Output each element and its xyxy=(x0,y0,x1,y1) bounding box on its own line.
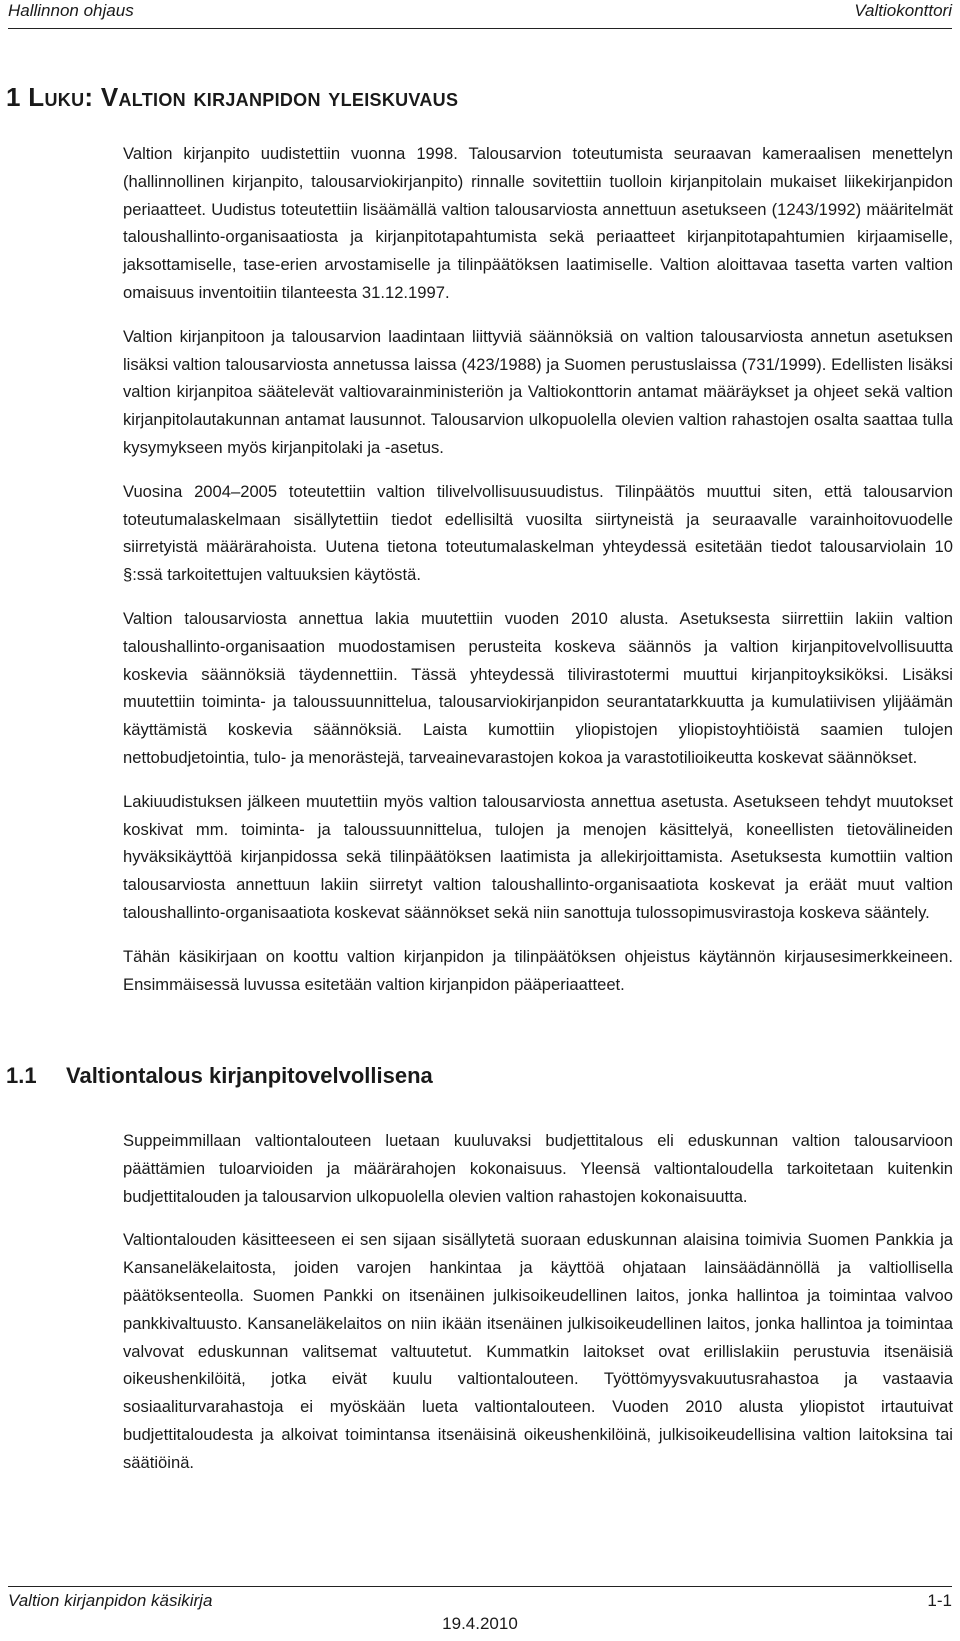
section-title: Valtiontalous kirjanpitovelvollisena xyxy=(66,1063,433,1088)
footer-date: 19.4.2010 xyxy=(442,1614,518,1633)
paragraph: Valtion kirjanpitoon ja talousarvion laadintaan liittyviä säännöksiä on valtion talousarviosta annetun asetuksen lisäksi valtion talousarviosta annetussa laissa (423/1988) ja Suomen perustuslaissa (731/1999). Edellisten lisäksi valtion kirjanpitoa säätelevät valtiovarainministeriön ja Valtiokonttorin antamat määräykset ja ohjeet sekä valtion kirjanpitolautakunnan antamat lausunnot. Talousarvion ulkopuolella olevien valtion rahastojen osalta saattaa tulla kysymykseen myös kirjanpitolaki ja -asetus. xyxy=(123,326,953,457)
footer-title: Valtion kirjanpidon käsikirja xyxy=(8,1591,213,1610)
paragraph: Tähän käsikirjaan on koottu valtion kirjanpidon ja tilinpäätöksen ohjeistus käytännön kirjausesimerkkeineen. Ensimmäisessä luvussa esitetään valtion kirjanpidon pääperiaatteet. xyxy=(123,946,953,994)
page-footer xyxy=(8,1591,952,1611)
section-number: 1.1 xyxy=(6,1063,37,1088)
paragraph: Valtiontalouden käsitteeseen ei sen sijaan sisällytetä suoraan eduskunnan alaisina toimivia Suomen Pankkia ja Kansaneläkelaitosta, joiden varojen hankintaa ja käyttöä ohjataan lainsäädännöllä ja valtiollisella päätöksenteolla. Suomen Pankki on itsenäinen julkisoikeudellinen laitos, jonka hallintoa ja toimintaa valvoo pankkivaltuusto. Kansaneläkelaitos on niin ikään itsenäinen julkisoikeudellinen laitos, jonka hallintoa ja toimintaa valvovat eduskunnan valitsemat valtuutetut. Kummatkin laitokset ovat erillislakiin perustuvia itsenäisiä oikeushenkilöitä, jotka eivät kuulu valtiontalouteen. Työttömyysvakuutusrahastoa ja vastaavia sosiaaliturvarahastoja ei myöskään lueta valtiontalouteen. Vuoden 2010 alusta yliopistot irtautuivat budjettitaloudesta ja alkoivat toimintansa itsenäisinä oikeushenkilöinä, julkisoikeudellisina valtion laitoksina tai säätiöinä. xyxy=(123,1230,953,1472)
paragraph: Vuosina 2004–2005 toteutettiin valtion tilivelvollisuusuudistus. Tilinpäätös muuttui siten, että talousarvion toteutumalaskelmaan sisällytettiin tiedot edellisiltä vuosilta siirtyneistä ja seuraavalle varainhoitovuodelle siirretyistä määrärahoista. Uutena tietona toteutumalaskelman yhteydessä esitetään tiedot talousarviolain 10 §:ssä tarkoitettujen valtuuksien käytöstä. xyxy=(123,481,953,585)
section-body xyxy=(123,1127,953,1493)
page-number: 1-1 xyxy=(927,1591,952,1610)
chapter-title: 1 Luku: Valtion kirjanpidon yleiskuvaus xyxy=(6,82,459,112)
header-rule xyxy=(8,28,952,29)
paragraph: Suppeimmillaan valtiontalouteen luetaan kuuluvaksi budjettitalous eli eduskunnan valtion talousarvioon päättämien tuloarvioiden ja määrärahojen kokonaisuus. Yleensä valtiontaloudella tarkoitetaan kuitenkin budjettitalouden ja talousarvion ulkopuolella olevien valtion rahastojen kokonaisuutta. xyxy=(123,1131,953,1206)
paragraph: Lakiuudistuksen jälkeen muutettiin myös valtion talousarviosta annettua asetusta. Asetukseen tehdyt muutokset koskivat mm. toiminta- ja taloussuunnittelua, tulojen ja menojen käsittelyä, koneellisten tietovälineiden hyväksikäyttöä kirjanpidossa sekä tilinpäätöksen laatimista ja allekirjoittamista. Asetuksesta kumottiin valtion talousarviosta annettuun lakiin siirretyt valtion taloushallinto-organisaatiota koskevat ja eräät muut valtion taloushallinto-organisaatiota koskevat säännökset sekä niin sanottuja tulossopimusvirastoja koskeva sääntely. xyxy=(123,791,953,922)
header-left: Hallinnon ohjaus xyxy=(8,1,134,20)
footer-rule xyxy=(8,1586,952,1587)
paragraph: Valtion talousarviosta annettua lakia muutettiin vuoden 2010 alusta. Asetuksesta siirrettiin lakiin valtion taloushallinto-organisaation muodostamisen perusteita koskeva säännös ja valtion kirjanpitovelvollisuutta koskevia säännöksiä täydennettiin. Tässä yhteydessä tilivirastotermi muuttui kirjanpitoyksiköksi. Lisäksi muutettiin toiminta- ja taloussuunnittelua, talousarviokirjanpidon seurantatarkkuutta ja kumulatiivisen ylijäämän käyttämistä koskevia säännöksiä. Laista kumottiin yliopistojen yliopistoyhtiöistä saamien tulojen nettobudjetointia, tulo- ja menorästejä, tarveainevarastojen kokoa ja varastotilioikeutta koskevat säännökset. xyxy=(123,608,953,767)
running-header xyxy=(8,0,952,22)
header-right: Valtiokonttori xyxy=(854,1,952,20)
section-heading xyxy=(6,1063,433,1089)
chapter-body xyxy=(123,140,953,1014)
paragraph: Valtion kirjanpito uudistettiin vuonna 1998. Talousarvion toteutumista seuraavan kameraalisen menettelyn (hallinnollinen kirjanpito, talousarviokirjanpito) rinnalle sovitettiin tuolloin kirjanpitolain mukaiset liikekirjanpidon periaatteet. Uudistus toteutettiin lisäämällä valtion talousarviosta annettuun asetukseen (1243/1992) määritelmät taloushallinto-organisaatiosta ja kirjanpitotapahtumista sekä periaatteet kirjanpitotapahtumien kirjaamiselle, jaksottamiselle, tase-erien arvostamiselle ja tilinpäätöksen laatimiselle. Valtion aloittavaa tasetta varten valtion omaisuus inventoitiin tilanteesta 31.12.1997. xyxy=(123,144,953,302)
